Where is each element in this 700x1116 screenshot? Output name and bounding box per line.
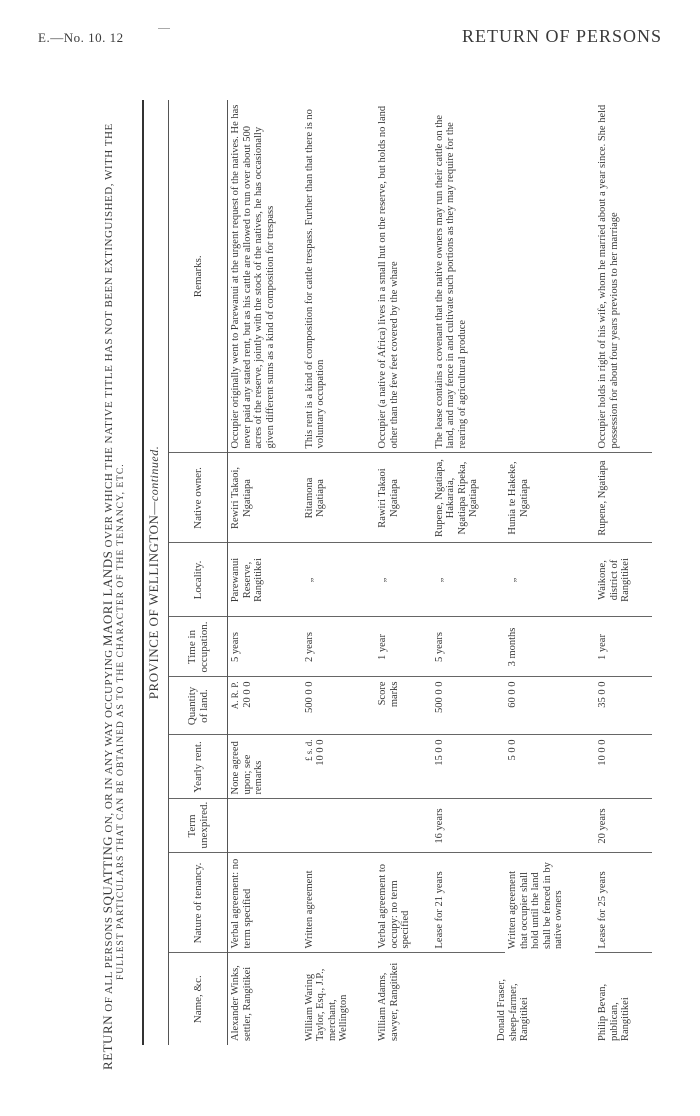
cell-owner: Rewiri Takaoi, Ngatiapa	[228, 453, 302, 543]
column-header-row	[169, 100, 228, 1045]
col-header-owner: Native owner.	[169, 453, 228, 543]
squatting-return-table	[142, 100, 652, 1045]
cell-quantity: 500 0 0	[302, 677, 375, 735]
cell-term: 20 years	[595, 799, 652, 853]
cell-rent: 15 0 0	[432, 735, 505, 799]
table-row	[228, 100, 302, 1045]
province-heading	[143, 100, 169, 1045]
province-heading-row	[143, 100, 169, 1045]
cell-term	[375, 799, 432, 853]
cell-rent	[302, 735, 375, 799]
province-name: PROVINCE OF WELLINGTON—	[146, 501, 161, 700]
cell-remarks: Occupier originally went to Parewanui at the urgent request of the natives. He has never paid any stated rent, but as his cattle are allowed to run over about 500 acres of the reserve, jointly with the stock of the natives, he has occasionally given different sums as a kind of composition for trespass	[228, 100, 302, 453]
cell-quantity	[228, 677, 302, 735]
cell-owner: Rupene, Ngatiapa	[595, 453, 652, 543]
cell-quantity: 500 0 0	[432, 677, 505, 735]
table-row	[505, 100, 595, 1045]
cell-locality: „	[505, 543, 595, 617]
table-row	[595, 100, 652, 1045]
table-row	[375, 100, 432, 1045]
cell-rent	[375, 735, 432, 799]
rent-units: £ s. d.	[303, 739, 314, 762]
cell-name: William Adams, sawyer, Rangitikei	[377, 962, 400, 1041]
cell-name: Alexander Winks, settler, Rangitikei	[230, 965, 253, 1041]
return-caption-line-2: FULLEST PARTICULARS THAT CAN BE OBTAINED AS TO THE CHARACTER OF THE TENANCY, ETC.	[116, 463, 126, 980]
col-header-remarks: Remarks.	[169, 100, 228, 453]
caption-return-word: RETURN	[100, 1015, 115, 1070]
caption-small-c: OVER WHICH THE NATIVE TITLE HAS NOT BEEN EXTINGUISHED, WITH THE	[103, 123, 115, 548]
cell-tenancy: Written agreement	[302, 853, 375, 953]
cell-tenancy: Lease for 25 years	[595, 853, 652, 953]
quantity-units: A. R. P.	[230, 681, 240, 710]
cell-owner: Ritamona Ngatiapa	[302, 453, 375, 543]
header-mark	[158, 28, 170, 29]
cell-quantity: Score marks	[375, 677, 432, 735]
cell-remarks: Occupier (a native of Africa) lives in a small hut on the reserve, but holds no land other than the few feet covered by the whare	[375, 100, 432, 453]
cell-time: 2 years	[302, 617, 375, 677]
cell-owner: Rawiri Takaoi Ngatiapa	[375, 453, 432, 543]
cell-remarks	[505, 100, 595, 453]
cell-term	[505, 799, 595, 853]
table-row	[432, 100, 505, 1045]
col-header-locality: Locality.	[169, 543, 228, 617]
cell-owner: Rupene, Ngatiapa, Hakaraia, Ngatiapa Ripeka, Ngatiapa	[432, 453, 505, 543]
cell-locality: „	[302, 543, 375, 617]
cell-tenancy: Written agreement that occupier shall hold until the land shall be fenced in by native owners	[507, 862, 565, 949]
cell-locality: Parewanui Reserve, Rangitikei	[228, 543, 302, 617]
cell-rent: None agreed upon; see remarks	[228, 735, 302, 799]
col-header-rent: Yearly rent.	[169, 735, 228, 799]
rotated-return-table	[100, 70, 660, 1070]
col-header-quantity: Quantity of land.	[169, 677, 228, 735]
page-reference: E.—No. 10. 12	[38, 30, 124, 45]
cell-time: 5 years	[432, 617, 505, 677]
caption-squatting: SQUATTING	[100, 835, 115, 914]
cell-locality: „	[432, 543, 505, 617]
cell-remarks: The lease contains a covenant that the native owners may run their cattle on the land, and may fence in and cultivate such portions as they may require for the rearing of agricultural produce	[432, 100, 505, 453]
cell-term	[228, 799, 302, 853]
cell-rent-value: 10 0 0	[315, 739, 327, 766]
cell-name: William Waring Taylor, Esq., J.P., merchant, Wellington	[303, 968, 350, 1041]
cell-time: 5 years	[228, 617, 302, 677]
cell-time: 1 year	[595, 617, 652, 677]
caption-maori-lands: MAORI LANDS	[100, 550, 115, 647]
col-header-tenancy: Nature of tenancy.	[169, 853, 228, 953]
cell-rent: 5 0 0	[505, 735, 595, 799]
cell-tenancy: Lease for 21 years	[432, 853, 505, 953]
cell-name: Donald Fraser, sheep-farmer, Rangitikei	[496, 979, 531, 1041]
cell-tenancy: Verbal agreement: no term specified	[228, 853, 302, 953]
cell-term: 16 years	[432, 799, 505, 853]
cell-rent: 10 0 0	[595, 735, 652, 799]
cell-remarks: Occupier holds in right of his wife, whom he married about a year since. She held possession for about four years previous to her marriage	[595, 100, 652, 453]
province-continued: continued.	[147, 445, 161, 502]
cell-quantity: 35 0 0	[595, 677, 652, 735]
cell-owner: Hunia te Hakeke, Ngatiapa	[505, 453, 595, 543]
cell-quantity-value: 20 0 0	[241, 681, 253, 708]
caption-small-b: ON, OR IN ANY WAY OCCUPYING	[103, 649, 115, 833]
cell-tenancy: Verbal agreement to occupy: no term specified	[375, 853, 432, 953]
caption-small-a: OF ALL PERSONS	[103, 916, 115, 1012]
return-caption-line-1	[100, 70, 116, 1070]
cell-quantity: 60 0 0	[505, 677, 595, 735]
cell-remarks: This rent is a kind of composition for cattle trespass. Further than that there is no voluntary occupation	[302, 100, 375, 453]
col-header-time: Time in occupation.	[169, 617, 228, 677]
table-row	[302, 100, 375, 1045]
cell-name: Philip Bevan, publican, Rangitikei	[597, 983, 632, 1041]
cell-time: 3 months	[505, 617, 595, 677]
cell-time: 1 year	[375, 617, 432, 677]
col-header-name: Name, &c.	[169, 953, 228, 1045]
cell-term	[302, 799, 375, 853]
col-header-term: Term unexpired.	[169, 799, 228, 853]
running-title: RETURN OF PERSONS	[461, 26, 662, 46]
cell-locality: „	[375, 543, 432, 617]
cell-locality: Waikone, district of Rangitikei	[595, 543, 652, 617]
